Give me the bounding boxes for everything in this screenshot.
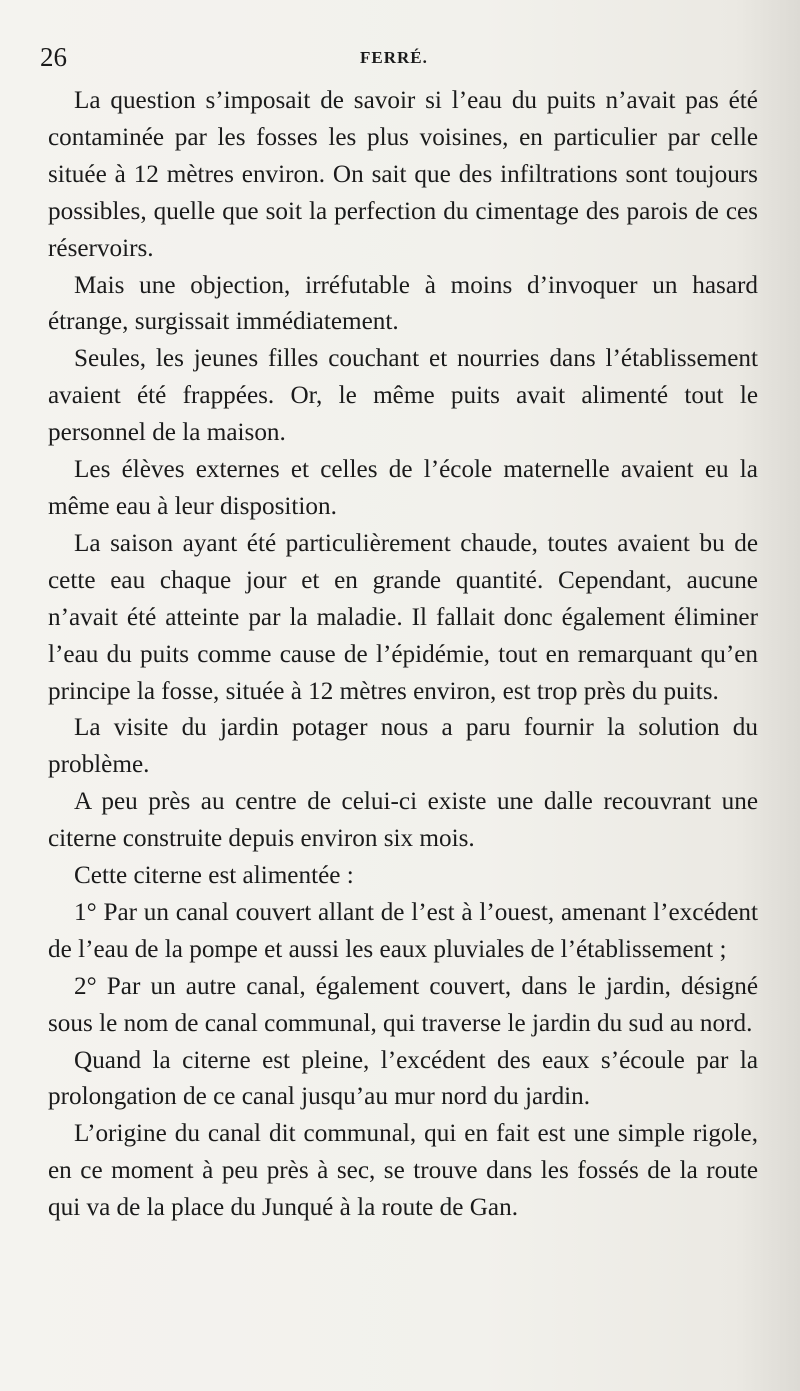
paragraph: Seules, les jeunes filles couchant et nourries dans l’établissement avaient été frappées. Or, le même puits avait alimenté tout le personnel de la maison. <box>48 345 758 447</box>
paragraph: La question s’imposait de savoir si l’eau du puits n’avait pas été contaminée par les fosses les plus voisines, en particulier par celle située à 12 mètres environ. On sait que des infiltrations sont toujours possibles, quelle que soit la perfection du cimentage des parois de ces réservoirs. <box>48 87 758 262</box>
running-head <box>0 38 800 78</box>
paragraph: La visite du jardin potager nous a paru fournir la solution du problème. <box>48 714 758 779</box>
paragraph: Les élèves externes et celles de l’école maternelle avaient eu la même eau à leur disposition. <box>48 456 758 520</box>
paragraph: Cette citerne est alimentée : <box>74 862 354 890</box>
page-number: 26 <box>40 42 67 72</box>
paragraph: A peu près au centre de celui-ci existe une dalle recouvrant une citerne construite depuis environ six mois. <box>48 788 758 853</box>
paragraph: L’origine du canal dit communal, qui en fait est une simple rigole, en ce moment à peu près à sec, se trouve dans les fossés de la route qui va de la place du Junqué à la route de Gan. <box>48 1120 758 1222</box>
running-title: FERRÉ. <box>360 48 428 67</box>
body-text <box>48 83 758 1227</box>
paragraph: La saison ayant été particulièrement chaude, toutes avaient bu de cette eau chaque jour et en grande quantité. Cependant, aucune n’avait été atteinte par la maladie. Il fallait donc également éliminer l’eau du puits comme cause de l’épidémie, tout en remarquant qu’en principe la fosse, située à 12 mètres environ, est trop près du puits. <box>48 529 758 705</box>
paragraph: Quand la citerne est pleine, l’excédent des eaux s’écoule par la prolongation de ce canal jusqu’au mur nord du jardin. <box>48 1046 758 1111</box>
paragraph: 1° Par un canal couvert allant de l’est à l’ouest, amenant l’excédent de l’eau de la pompe et aussi les eaux pluviales de l’établissement ; <box>48 898 758 963</box>
paragraph: 2° Par un autre canal, également couvert, dans le jardin, désigné sous le nom de canal communal, qui traverse le jardin du sud au nord. <box>48 972 758 1037</box>
paragraph: Mais une objection, irréfutable à moins d’invoquer un hasard étrange, surgissait immédiatement. <box>48 271 758 336</box>
